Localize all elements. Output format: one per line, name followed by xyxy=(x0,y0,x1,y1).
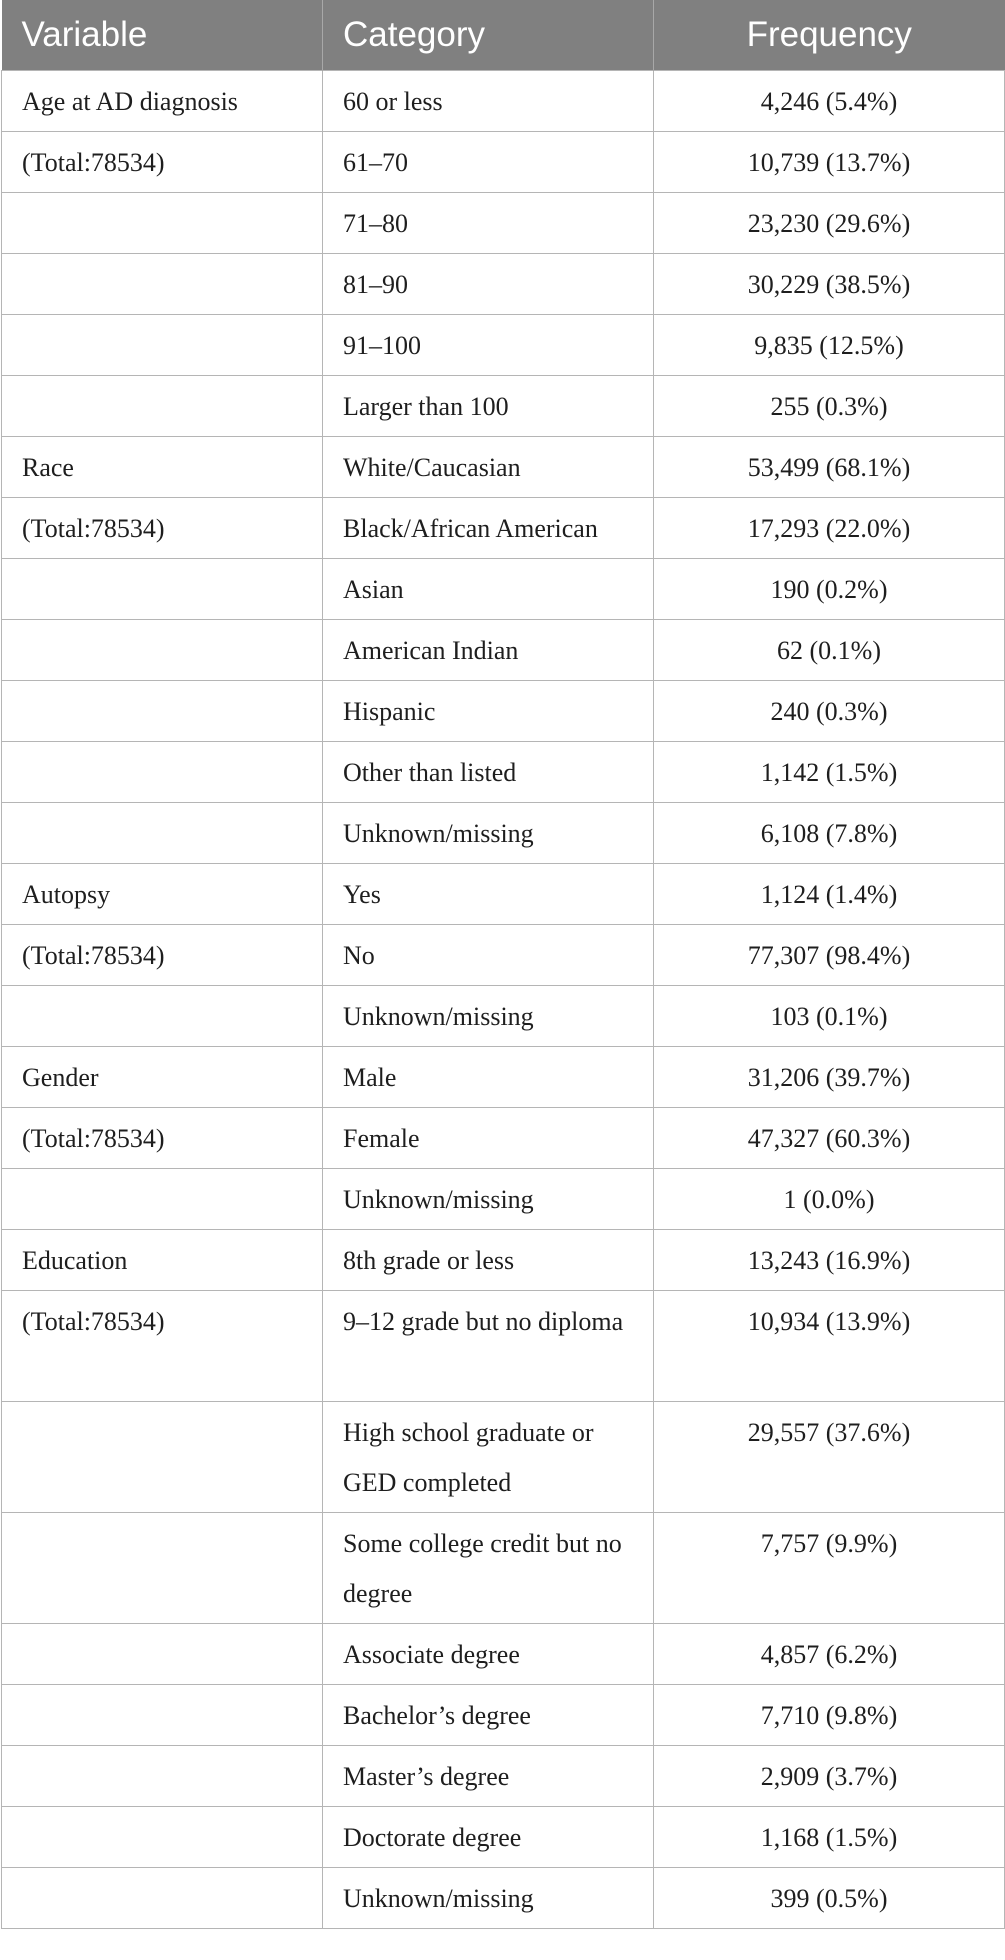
cell-frequency: 6,108 (7.8%) xyxy=(654,802,1005,863)
cell-category: Black/African American xyxy=(323,497,654,558)
cell-frequency: 255 (0.3%) xyxy=(654,375,1005,436)
table-row xyxy=(2,558,1005,619)
cell-variable: Education xyxy=(2,1229,323,1290)
cell-category: Bachelor’s degree xyxy=(323,1684,654,1745)
cell-frequency: 103 (0.1%) xyxy=(654,985,1005,1046)
cell-category: Unknown/missing xyxy=(323,802,654,863)
cell-variable: Autopsy xyxy=(2,863,323,924)
cell-frequency: 31,206 (39.7%) xyxy=(654,1046,1005,1107)
cell-frequency: 399 (0.5%) xyxy=(654,1867,1005,1928)
cell-variable xyxy=(2,1401,323,1512)
cell-category: 71–80 xyxy=(323,192,654,253)
cell-frequency: 10,739 (13.7%) xyxy=(654,131,1005,192)
table-row xyxy=(2,741,1005,802)
cell-variable xyxy=(2,1168,323,1229)
cell-category: White/Caucasian xyxy=(323,436,654,497)
cell-variable xyxy=(2,680,323,741)
table-row xyxy=(2,1046,1005,1107)
cell-category: Associate degree xyxy=(323,1623,654,1684)
table-header xyxy=(2,0,1005,70)
cell-category: Male xyxy=(323,1046,654,1107)
cell-variable xyxy=(2,1806,323,1867)
table-row xyxy=(2,1623,1005,1684)
cell-frequency: 7,757 (9.9%) xyxy=(654,1512,1005,1623)
table-row xyxy=(2,375,1005,436)
cell-category: Some college credit but no degree xyxy=(323,1512,654,1623)
cell-variable xyxy=(2,192,323,253)
cell-category: 81–90 xyxy=(323,253,654,314)
demographics-table xyxy=(1,0,1005,1929)
table-row xyxy=(2,985,1005,1046)
header-variable: Variable xyxy=(2,0,323,70)
table-row xyxy=(2,1512,1005,1623)
cell-category: Unknown/missing xyxy=(323,1168,654,1229)
table-row xyxy=(2,680,1005,741)
cell-variable: (Total:78534) xyxy=(2,1290,323,1401)
table-row xyxy=(2,1867,1005,1928)
cell-frequency: 4,246 (5.4%) xyxy=(654,70,1005,131)
cell-category: No xyxy=(323,924,654,985)
cell-variable xyxy=(2,1623,323,1684)
cell-variable xyxy=(2,741,323,802)
cell-variable xyxy=(2,375,323,436)
table-row xyxy=(2,1107,1005,1168)
cell-variable xyxy=(2,253,323,314)
table-row xyxy=(2,131,1005,192)
cell-variable: Age at AD diagnosis xyxy=(2,70,323,131)
cell-category: Female xyxy=(323,1107,654,1168)
cell-frequency: 47,327 (60.3%) xyxy=(654,1107,1005,1168)
cell-frequency: 1 (0.0%) xyxy=(654,1168,1005,1229)
table-row xyxy=(2,70,1005,131)
cell-frequency: 2,909 (3.7%) xyxy=(654,1745,1005,1806)
header-frequency: Frequency xyxy=(654,0,1005,70)
table-row xyxy=(2,1401,1005,1512)
cell-frequency: 77,307 (98.4%) xyxy=(654,924,1005,985)
cell-frequency: 4,857 (6.2%) xyxy=(654,1623,1005,1684)
cell-category: Yes xyxy=(323,863,654,924)
cell-variable: (Total:78534) xyxy=(2,1107,323,1168)
cell-category: 9–12 grade but no diploma xyxy=(323,1290,654,1401)
cell-frequency: 53,499 (68.1%) xyxy=(654,436,1005,497)
cell-frequency: 17,293 (22.0%) xyxy=(654,497,1005,558)
cell-frequency: 240 (0.3%) xyxy=(654,680,1005,741)
cell-category: 91–100 xyxy=(323,314,654,375)
cell-frequency: 1,142 (1.5%) xyxy=(654,741,1005,802)
cell-frequency: 13,243 (16.9%) xyxy=(654,1229,1005,1290)
cell-category: Other than listed xyxy=(323,741,654,802)
table-row xyxy=(2,1684,1005,1745)
cell-category: Doctorate degree xyxy=(323,1806,654,1867)
cell-variable: Race xyxy=(2,436,323,497)
table-row xyxy=(2,1806,1005,1867)
cell-category: 61–70 xyxy=(323,131,654,192)
cell-frequency: 9,835 (12.5%) xyxy=(654,314,1005,375)
cell-variable xyxy=(2,1745,323,1806)
cell-category: Larger than 100 xyxy=(323,375,654,436)
table-row xyxy=(2,619,1005,680)
cell-frequency: 23,230 (29.6%) xyxy=(654,192,1005,253)
cell-variable xyxy=(2,1512,323,1623)
cell-variable xyxy=(2,619,323,680)
cell-variable xyxy=(2,1684,323,1745)
cell-variable: (Total:78534) xyxy=(2,497,323,558)
cell-variable xyxy=(2,1867,323,1928)
cell-variable: Gender xyxy=(2,1046,323,1107)
cell-category: American Indian xyxy=(323,619,654,680)
cell-frequency: 29,557 (37.6%) xyxy=(654,1401,1005,1512)
cell-category: 60 or less xyxy=(323,70,654,131)
cell-category: Master’s degree xyxy=(323,1745,654,1806)
cell-variable xyxy=(2,802,323,863)
table-row xyxy=(2,1229,1005,1290)
table-row xyxy=(2,314,1005,375)
table-row xyxy=(2,192,1005,253)
table-row xyxy=(2,436,1005,497)
cell-frequency: 62 (0.1%) xyxy=(654,619,1005,680)
table-row xyxy=(2,1290,1005,1401)
cell-category: Unknown/missing xyxy=(323,985,654,1046)
cell-variable: (Total:78534) xyxy=(2,924,323,985)
cell-category: High school graduate or GED completed xyxy=(323,1401,654,1512)
cell-frequency: 10,934 (13.9%) xyxy=(654,1290,1005,1401)
table-row xyxy=(2,1745,1005,1806)
cell-category: Asian xyxy=(323,558,654,619)
cell-variable xyxy=(2,314,323,375)
cell-category: Hispanic xyxy=(323,680,654,741)
table-row xyxy=(2,497,1005,558)
header-row xyxy=(2,0,1005,70)
table-row xyxy=(2,863,1005,924)
cell-variable xyxy=(2,558,323,619)
cell-variable xyxy=(2,985,323,1046)
cell-frequency: 190 (0.2%) xyxy=(654,558,1005,619)
table-row xyxy=(2,802,1005,863)
table-row xyxy=(2,253,1005,314)
cell-frequency: 1,168 (1.5%) xyxy=(654,1806,1005,1867)
cell-category: 8th grade or less xyxy=(323,1229,654,1290)
cell-frequency: 1,124 (1.4%) xyxy=(654,863,1005,924)
cell-category: Unknown/missing xyxy=(323,1867,654,1928)
header-category: Category xyxy=(323,0,654,70)
table-row xyxy=(2,924,1005,985)
cell-frequency: 7,710 (9.8%) xyxy=(654,1684,1005,1745)
table-row xyxy=(2,1168,1005,1229)
cell-frequency: 30,229 (38.5%) xyxy=(654,253,1005,314)
table-body xyxy=(2,70,1005,1928)
cell-variable: (Total:78534) xyxy=(2,131,323,192)
